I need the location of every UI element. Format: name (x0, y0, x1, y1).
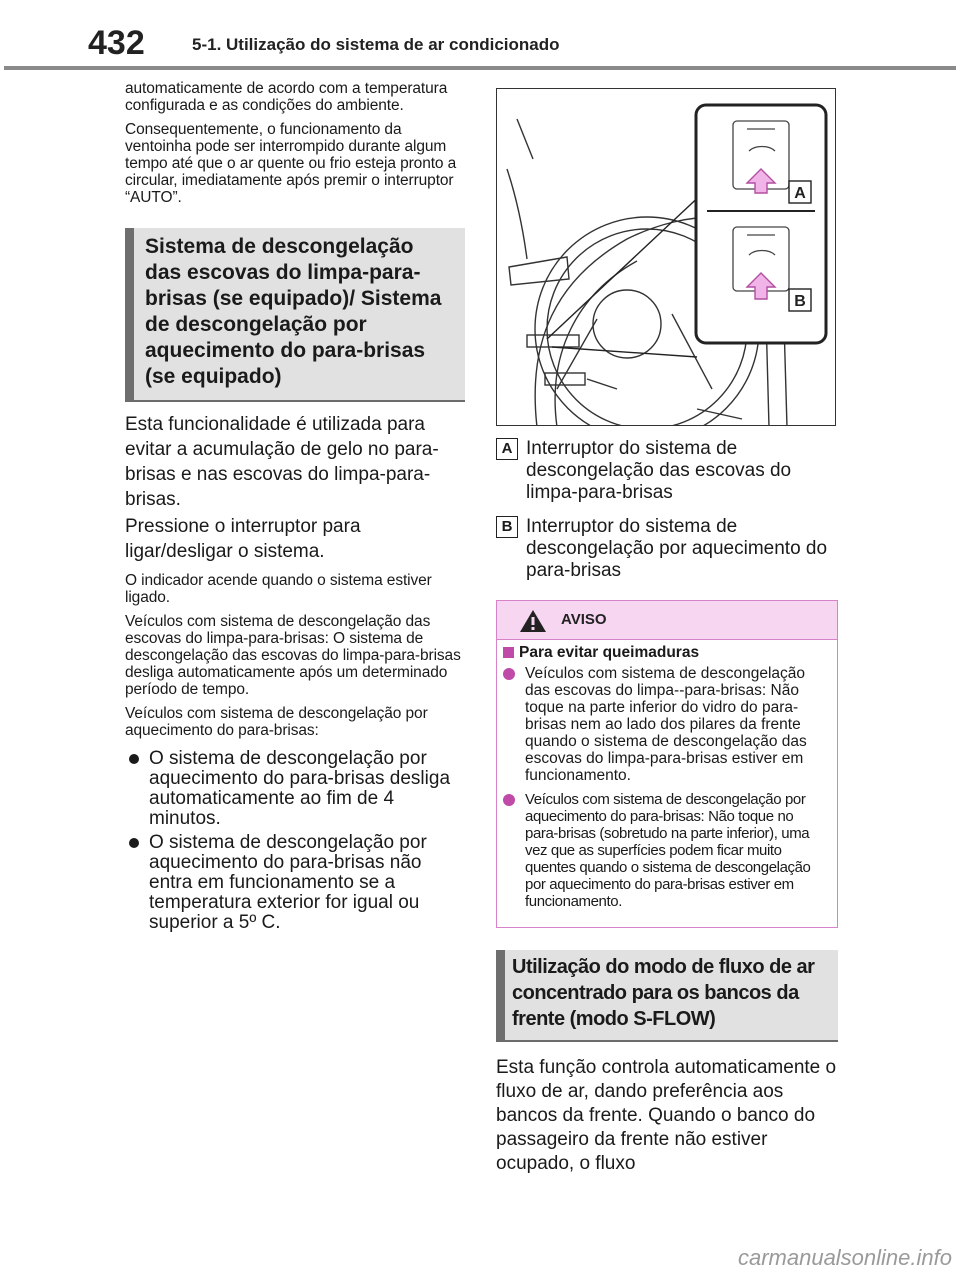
bullet-icon (129, 754, 139, 764)
list-item (125, 833, 465, 933)
warning-header (497, 601, 837, 640)
legend-item-a (496, 438, 838, 504)
section-title: 5-1. Utilização do sistema de ar condicionado (192, 35, 560, 54)
page-header (0, 0, 960, 70)
defrost-body-2: Pressione o interruptor para ligar/desligar o sistema. (125, 516, 361, 562)
dashboard-illustration (496, 88, 836, 426)
bullet-text: O sistema de descongelação por aquecimento do para-brisas não entra em funcionamento se a temperatura exterior for igual ou superior a 5º C. (149, 832, 427, 933)
legend-text-b: Interruptor do sistema de descongelação por aquecimento do para-brisas (526, 516, 828, 581)
figure-label-b: B (794, 293, 806, 310)
warning-subheading-text: Para evitar queimaduras (519, 644, 700, 661)
warning-item-text: Veículos com sistema de descongelação das escovas do limpa--para-brisas: Não toque na parte inferior do vidro do para-brisas nem ao lado dos pilares da frente quando o sistema de descongelação das escovas do limpa-para-brisas estiver em funcionamento. (525, 665, 807, 784)
right-column (496, 88, 838, 1176)
watermark: carmanualsonline.info (737, 1245, 952, 1270)
sflow-body: Esta função controla automaticamente o fluxo de ar, dando preferência aos bancos da frente. Quando o banco do passageiro da frente não estiver ocupado, o fluxo (496, 1057, 837, 1174)
legend-tag-b: B (496, 516, 518, 538)
square-bullet-icon (503, 647, 514, 658)
intro-paragraph-2: Consequentemente, o funcionamento da ventoinha pode ser interrompido durante algum tempo até que o ar quente ou frio esteja pronto a circular, imediatamente após premir o interruptor “AUTO”. (125, 121, 457, 206)
sflow-heading: Utilização do modo de fluxo de ar concentrado para os bancos da frente (modo S-FLOW) (496, 950, 838, 1042)
warning-item (503, 791, 825, 910)
figure-label-a: A (794, 185, 806, 202)
defrost-heading: Sistema de descongelação das escovas do limpa-para-brisas (se equipado)/ Sistema de descongelação por aquecimento do para-brisas (se equipado) (125, 228, 465, 402)
warning-triangle-icon (519, 609, 547, 633)
warning-body (497, 640, 837, 927)
warning-item (503, 665, 825, 784)
legend-tag-a: A (496, 438, 518, 460)
bullet-text: O sistema de descongelação por aquecimento do para-brisas desliga automaticamente ao fim de 4 minutos. (149, 748, 451, 829)
warning-box (496, 600, 838, 928)
warning-item-text: Veículos com sistema de descongelação por aquecimento do para-brisas: Não toque no para-brisas (sobretudo na parte inferior), uma vez que as superfícies podem ficar muito quentes quando o sistema de descongelação por aquecimento do para-brisas estiver em funcionamento. (525, 791, 811, 910)
legend-text-a: Interruptor do sistema de descongelação das escovas do limpa-para-brisas (526, 438, 792, 503)
defrost-body-1: Esta funcionalidade é utilizada para evitar a acumulação de gelo no para-brisas e nas escovas do limpa-para-brisas. (125, 414, 439, 510)
dashboard-drawing (497, 89, 836, 426)
bullet-icon (129, 838, 139, 848)
legend-item-b (496, 516, 838, 582)
page-number: 432 (88, 24, 145, 62)
header-rule (4, 66, 956, 70)
intro-paragraph-1: automaticamente de acordo com a temperatura configurada e as condições do ambiente. (125, 80, 448, 114)
list-item (125, 749, 465, 829)
warning-subheading (503, 644, 825, 662)
bullet-icon (503, 668, 515, 680)
note-windshield-defrost: Veículos com sistema de descongelação por aquecimento do para-brisas: (125, 705, 428, 739)
note-indicator: O indicador acende quando o sistema estiver ligado. (125, 572, 432, 606)
bullet-icon (503, 794, 515, 806)
note-wiper-defrost: Veículos com sistema de descongelação das escovas do limpa-para-brisas: O sistema de descongelação das escovas do limpa-para-brisas desliga automaticamente após um determinado período de tempo. (125, 613, 461, 698)
warning-title: AVISO (561, 611, 607, 628)
defrost-bullets (125, 749, 465, 933)
left-column (125, 80, 465, 937)
